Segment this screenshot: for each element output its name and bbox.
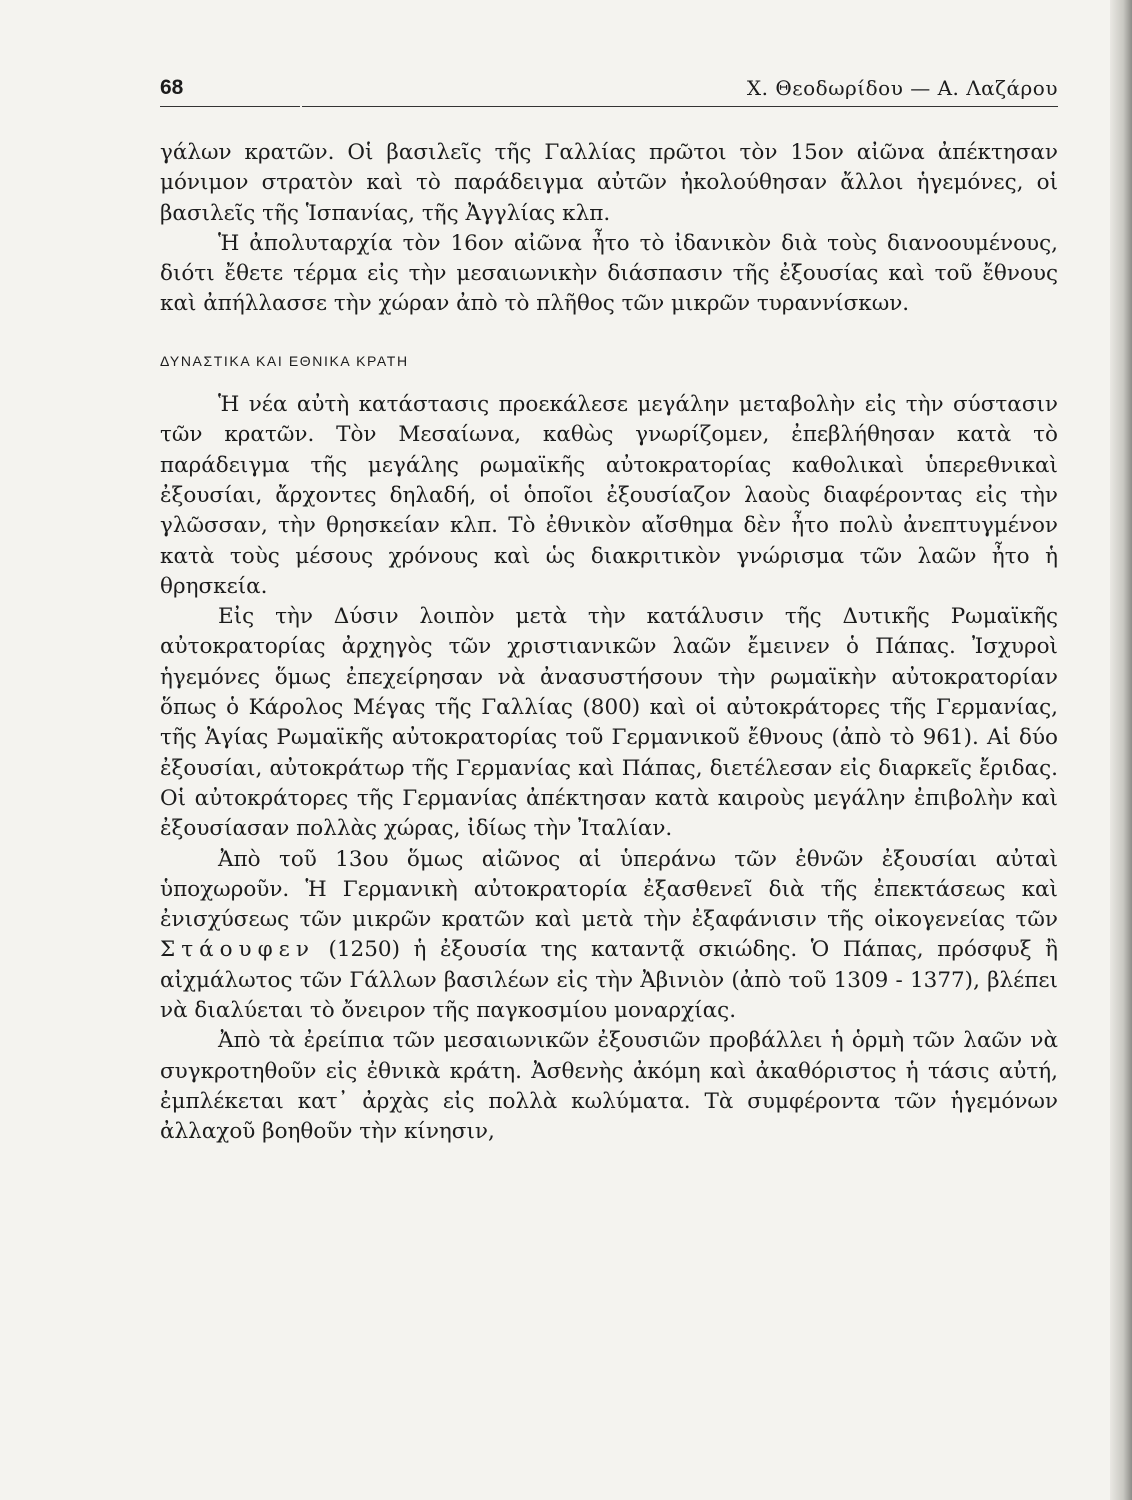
page-edge-shadow bbox=[1110, 0, 1132, 1500]
staufen-name: Στάουφεν bbox=[160, 937, 315, 963]
paragraph-3: Ἡ νέα αὐτὴ κατάστασις προεκάλεσε μεγάλην μεταβολὴν εἰς τὴν σύστασιν τῶν κρατῶν. Τὸν Μεσαίωνα, καθὼς γνωρίζομεν, ἐπεβλήθησαν κατὰ τὸ παράδειγμα τῆς μεγάλης ρωμαϊκῆς αὐτοκρατορίας καθολικαὶ ὑπερεθνικαὶ ἐξουσίαι, ἄρχοντες δηλαδή, οἱ ὁποῖοι ἐξουσίαζον λαοὺς διαφέροντας εἰς τὴν γλῶσσαν, τὴν θρησκείαν κλπ. Τὸ ἐθνικὸν αἴσθημα δὲν ἦτο πολὺ ἀνεπτυγμένον κατὰ τοὺς μέσους χρόνους καὶ ὡς διακριτικὸν γνώρισμα τῶν λαῶν ἦτο ἡ θρησκεία. bbox=[160, 392, 1058, 599]
paragraph-6: Ἀπὸ τὰ ἐρείπια τῶν μεσαιωνικῶν ἐξουσιῶν προβάλλει ἡ ὁρμὴ τῶν λαῶν νὰ συγκροτηθοῦν εἰς ἐθνικὰ κράτη. Ἀσθενὴς ἀκόμη καὶ ἀκαθόριστος ἡ τάσις αὐτή, ἐμπλέκεται κατ᾽ ἀρχὰς εἰς πολλὰ κωλύματα. Τὰ συμφέροντα τῶν ἡγεμόνων ἀλλαχοῦ βοηθοῦν τὴν κίνησιν, bbox=[160, 1028, 1058, 1145]
body-text bbox=[160, 138, 1058, 1148]
paragraph-5 bbox=[160, 845, 1058, 1027]
paragraph-5-part-1: Ἀπὸ τοῦ 13ου ὅμως αἰῶνος αἱ ὑπεράνω τῶν ἐθνῶν ἐξουσίαι αὐταὶ ὑποχωροῦν. Ἡ Γερμανικὴ αὐτοκρατορία ἐξασθενεῖ διὰ τῆς ἐπεκτάσεως καὶ ἐνισχύσεως τῶν μικρῶν κρατῶν καὶ μετὰ τὴν ἐξαφάνισιν τῆς οἰκογενείας τῶν bbox=[160, 846, 1058, 933]
page-number: 68 bbox=[160, 76, 184, 99]
paragraph-2: Ἡ ἀπολυταρχία τὸν 16ον αἰῶνα ἦτο τὸ ἰδανικὸν διὰ τοὺς διανοουμένους, διότι ἔθετε τέρμα εἰς τὴν μεσαιωνικὴν διάσπασιν τῆς ἐξουσίας καὶ τοῦ ἔθνους καὶ ἀπήλλασσε τὴν χώραν ἀπὸ τὸ πλῆθος τῶν μικρῶν τυραννίσκων. bbox=[160, 230, 1058, 317]
header-rule-right bbox=[302, 106, 1058, 107]
paragraph-4: Εἰς τὴν Δύσιν λοιπὸν μετὰ τὴν κατάλυσιν τῆς Δυτικῆς Ρωμαϊκῆς αὐτοκρατορίας ἀρχηγὸς τῶν χριστιανικῶν λαῶν ἔμεινεν ὁ Πάπας. Ἰσχυροὶ ἡγεμόνες ὅμως ἐπεχείρησαν νὰ ἀνασυστήσουν τὴν ρωμαϊκὴν αὐτοκρατορίαν ὅπως ὁ Κάρολος Μέγας τῆς Γαλλίας (800) καὶ οἱ αὐτοκράτορες τῆς Γερμανίας, τῆς Ἁγίας Ρωμαϊκῆς αὐτοκρατορίας τοῦ Γερμανικοῦ ἔθνους (ἀπὸ τὸ 961). Αἱ δύο ἐξουσίαι, αὐτοκράτωρ τῆς Γερμανίας καὶ Πάπας, διετέλεσαν εἰς διαρκεῖς ἔριδας. Οἱ αὐτοκράτορες τῆς Γερμανίας ἀπέκτησαν κατὰ καιροὺς μεγάλην ἐπιβολὴν καὶ ἐξουσίασαν πολλὰς χώρας, ἰδίως τὴν Ἰταλίαν. bbox=[160, 604, 1058, 842]
running-head: Χ. Θεοδωρίδου — Α. Λαζάρου bbox=[746, 76, 1058, 100]
paragraph-5-part-2: (1250) ἡ ἐξουσία της καταντᾷ σκιώδης. Ὁ Πάπας, πρόσφυξ ἢ αἰχμάλωτος τῶν Γάλλων βασιλέων εἰς τὴν Ἀβινιὸν (ἀπὸ τοῦ 1309 - 1377), βλέπει νὰ διαλύεται τὸ ὄνειρον τῆς παγκοσμίου μοναρχίας. bbox=[160, 937, 1058, 1024]
section-heading: ΔΥΝΑΣΤΙΚΑ ΚΑΙ ΕΘΝΙΚΑ ΚΡΑΤΗ bbox=[160, 352, 409, 369]
page-header bbox=[160, 70, 1058, 106]
header-rule-left bbox=[160, 106, 300, 107]
paragraph-1: γάλων κρατῶν. Οἱ βασιλεῖς τῆς Γαλλίας πρῶτοι τὸν 15ον αἰῶνα ἀπέκτησαν μόνιμον στρατὸν καὶ τὸ παράδειγμα αὐτῶν ἠκολούθησαν ἄλλοι ἡγεμόνες, οἱ βασιλεῖς τῆς Ἱσπανίας, τῆς Ἀγγλίας κλπ. bbox=[160, 140, 1058, 226]
